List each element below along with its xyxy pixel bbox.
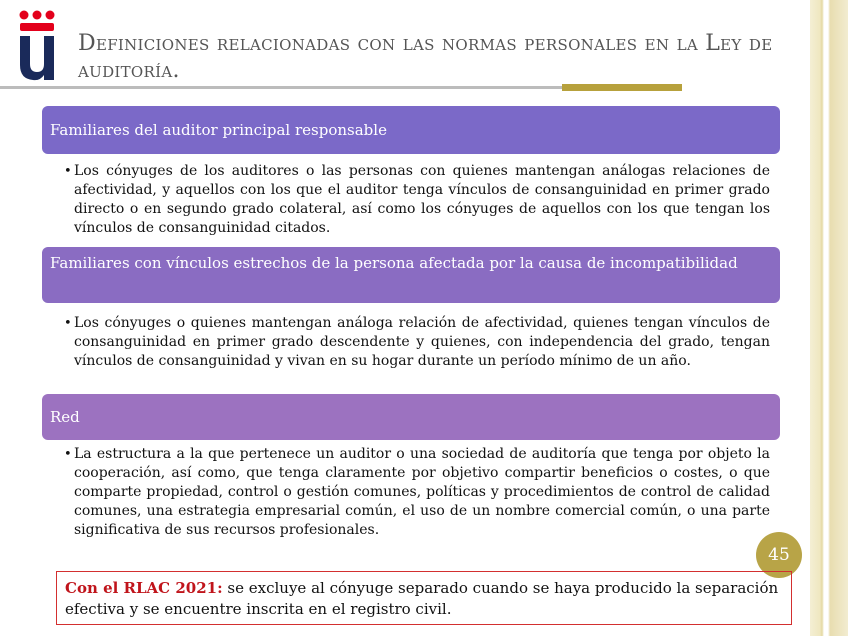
section-heading-red: [42, 394, 780, 440]
rlac-note-box: [56, 571, 792, 625]
decorative-right-border: [810, 0, 848, 636]
section-description-text: La estructura a la que pertenece un auditor o una sociedad de auditoría que tenga por objeto la cooperación, así como, que tenga claramente por objetivo compartir beneficios o costes, o que comparte propiedad, control o gestión comunes, políticas y procedimientos de control de calidad comunes, una estrategia empresarial común, el uso de un nombre comercial común, o una parte significativa de sus recursos profesionales.: [74, 446, 770, 538]
section-description: [64, 162, 770, 238]
section-heading-text: Familiares con vínculos estrechos de la persona afectada por la causa de incompatibilidad: [50, 254, 738, 272]
title-underline: [0, 84, 682, 92]
bullet-icon: •: [64, 447, 72, 462]
underline-gold-bar: [562, 84, 682, 91]
section-description: [64, 445, 770, 540]
bullet-icon: •: [64, 164, 72, 179]
section-heading-text: Red: [50, 407, 80, 426]
section-description: [64, 314, 770, 371]
section-heading-familiares-auditor: [42, 106, 780, 154]
page-number-badge: 45: [756, 532, 802, 578]
section-heading-familiares-vinculos: [42, 247, 780, 303]
rlac-note-lead: Con el RLAC 2021:: [65, 579, 223, 597]
section-heading-text: Familiares del auditor principal responsable: [50, 120, 387, 139]
page-title: Definiciones relacionadas con las normas personales en la Ley de auditoría.: [78, 31, 773, 83]
rlac-note-text: se excluye al cónyuge separado cuando se haya producido la separación efectiva y se encuentre inscrita en el registro civil.: [65, 579, 779, 618]
bullet-icon: •: [64, 316, 72, 331]
section-description-text: Los cónyuges o quienes mantengan análoga relación de afectividad, quienes tengan vínculos de consanguinidad en primer grado descendente y quienes, con independencia del grado, tengan vínculos de consanguinidad y vivan en su hogar durante un período mínimo de un año.: [74, 315, 770, 369]
section-description-text: Los cónyuges de los auditores o las personas con quienes mantengan análogas relaciones de afectividad, y aquellos con los que el auditor tenga vínculos de consanguinidad en primer grado directo o en segundo grado colateral, así como los cónyuges de aquellos con los que tengan los vínculos de consanguinidad citados.: [74, 163, 770, 236]
university-logo-icon: [14, 8, 60, 82]
